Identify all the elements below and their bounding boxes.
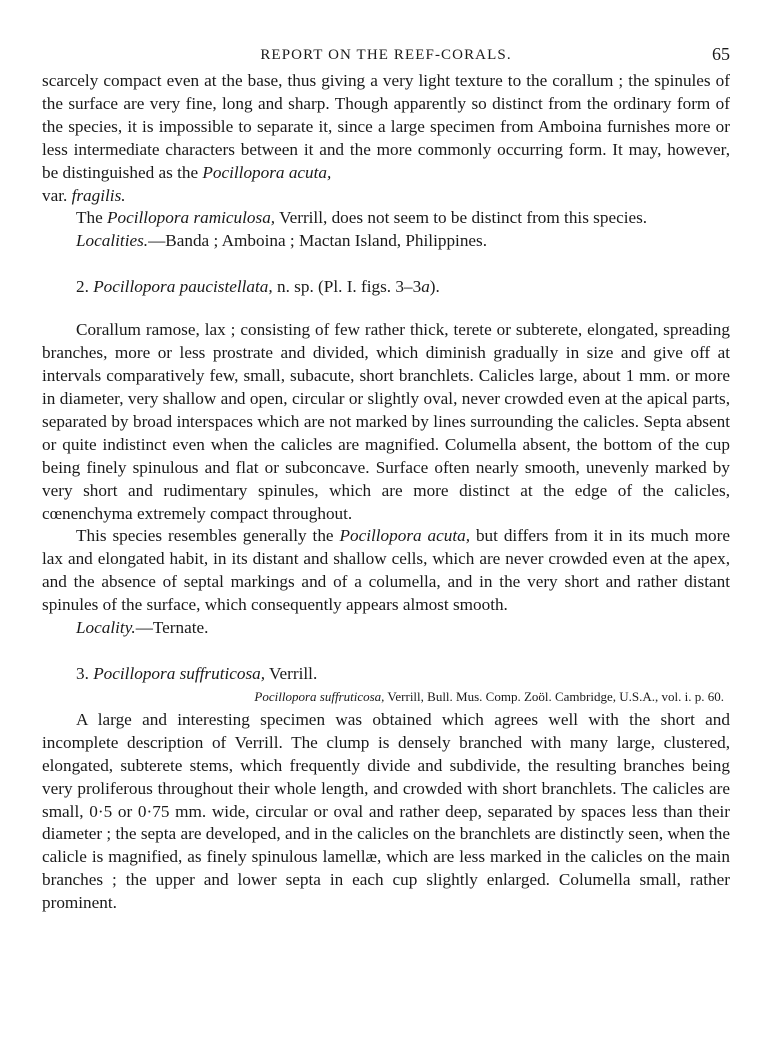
species-name: Pocillopora acuta,: [202, 162, 332, 182]
locality-line: [42, 617, 730, 640]
section-heading-suffruticosa: [42, 662, 730, 686]
variety-prefix: var.: [42, 185, 72, 205]
section-heading-paucistellata: [42, 275, 730, 299]
continuation-paragraph: [42, 70, 730, 207]
synonymy-prefix: The: [76, 208, 108, 228]
localities-label: Localities.: [76, 231, 149, 251]
locality-text: —Ternate.: [135, 618, 209, 638]
description-paragraph: A large and interesting specimen was obtained which agrees well with the short and incomplete description of Verrill. The clump is densely branched with many large, clustered, elongated, subterete stems, which frequently divide and subdivide, the resulting branches being very proliferous throughout their whole length, and crowded with short branchlets. The calicles are small, 0·5 or 0·75 mm. wide, circular or oval and rather deep, separated by spaces less than their diameter ; the septa are developed, and in the calicles on the branchlets are distinctly seen, when the calicle is magnified, as finely spinulous lamellæ, which are less marked in the calicles on the main branches ; the upper and lower septa in each cup slightly enlarged. Columella small, rather prominent.: [42, 709, 730, 913]
synonym-species-name: Pocillopora ramiculosa,: [107, 208, 276, 228]
figure-suffix: a: [421, 277, 430, 297]
description-paragraph: Corallum ramose, lax ; consisting of few rather thick, terete or subterete, elongated, spreading branches, more or less prostrate and divided, which diminish gradually in size and give off at intervals comparatively few, small, subacute, short branchlets. Calicles large, about 1 mm. or more in diameter, very shallow and open, circular or slightly oval, never crowded even at the apical parts, separated by broad interspaces which are not marked by lines surrounding the calicles. Septa absent or quite indistinct even when the calicles are magnified. Columella absent, the bottom of the cup being finely spinulous and flat or subconcave. Surface often nearly smooth, unevenly marked by very short and rudimentary spinules, which are more distinct at the edge of the calicles, cœnenchyma extremely compact throughout.: [42, 320, 730, 523]
section-species-name: Pocillopora paucistellata,: [93, 277, 273, 297]
section-number: 2.: [76, 277, 94, 297]
comparison-paragraph: [42, 525, 730, 617]
section-number: 3.: [76, 663, 94, 683]
page-number: 65: [712, 44, 730, 64]
variety-name: fragilis.: [71, 185, 126, 205]
localities-text: —Banda ; Amboina ; Mactan Island, Philippines.: [148, 231, 488, 251]
continuation-text: scarcely compact even at the base, thus giving a very light texture to the corallum ; the spinules of the surface are very fine, long and sharp. Though apparently so distinct from the ordinary form of the species, it is impossible to separate it, since a large specimen from Amboina furnishes more or less intermediate characters between it and the more commonly occurring form. It may, however, be distinguished as the: [42, 71, 730, 182]
section-title-text: n. sp. (Pl. I. figs. 3–3: [272, 277, 422, 297]
synonymy-paragraph: [42, 207, 730, 230]
section-title-end: ).: [429, 277, 440, 297]
comparison-species-name: Pocillopora acuta,: [339, 526, 471, 546]
comparison-text: but differs from it in its much more lax and elongated habit, in its distant and shallow cells, which are never crowded even at the apex, and the absence of septal markings and of a columella, and in the very short and rather distant spinules of the surface, which consequently appears almost smooth.: [42, 526, 731, 615]
bibliographic-reference: [42, 688, 730, 706]
localities-line: [42, 230, 730, 253]
running-title: REPORT ON THE REEF-CORALS.: [260, 47, 512, 63]
comparison-prefix: This species resembles generally the: [76, 526, 340, 546]
synonymy-text: Verrill, does not seem to be distinct from this species.: [275, 208, 648, 228]
locality-label: Locality.: [76, 618, 136, 638]
reference-species-name: Pocillopora suffruticosa,: [254, 688, 385, 704]
page: [42, 40, 730, 915]
section-author: Verrill.: [265, 663, 318, 683]
running-head: [42, 40, 730, 70]
reference-text: Verrill, Bull. Mus. Comp. Zoöl. Cambridge, U.S.A., vol. i. p. 60.: [384, 688, 724, 704]
section-species-name: Pocillopora suffruticosa,: [93, 663, 266, 683]
